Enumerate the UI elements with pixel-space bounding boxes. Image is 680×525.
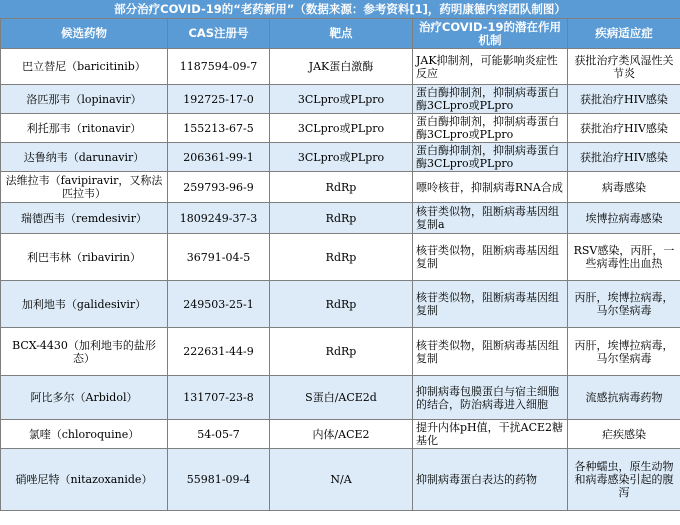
cas-cell: 36791-04-5 (168, 234, 270, 281)
disease-cell: 获批治疗类风湿性关节炎 (568, 49, 680, 85)
cas-cell: 192725-17-0 (168, 85, 270, 114)
cas-cell: 206361-99-1 (168, 143, 270, 172)
mechanism-cell: 提升内体pH值，干扰ACE2糖基化 (413, 420, 568, 449)
drug-cell: 达鲁纳韦（darunavir） (1, 143, 168, 172)
disease-cell: 获批治疗HIV感染 (568, 85, 680, 114)
target-cell: RdRp (270, 234, 413, 281)
target-cell: N/A (270, 449, 413, 511)
header-cas: CAS注册号 (168, 19, 270, 49)
disease-cell: 获批治疗HIV感染 (568, 143, 680, 172)
header-mechanism: 治疗COVID-19的潜在作用机制 (413, 19, 568, 49)
drug-cell: 利托那韦（ritonavir） (1, 114, 168, 143)
drug-cell: 阿比多尔（Arbidol） (1, 376, 168, 420)
target-cell: RdRp (270, 172, 413, 203)
target-cell: RdRp (270, 203, 413, 234)
target-cell: 3CLpro或PLpro (270, 143, 413, 172)
mechanism-cell: 核苷类似物，阻断病毒基因组复制a (413, 203, 568, 234)
drug-cell: 法维拉韦（favipiravir，又称法匹拉韦） (1, 172, 168, 203)
cas-cell: 249503-25-1 (168, 281, 270, 328)
cas-cell: 155213-67-5 (168, 114, 270, 143)
header-target: 靶点 (270, 19, 413, 49)
drug-cell: 瑞德西韦（remdesivir） (1, 203, 168, 234)
table-row (1, 376, 680, 420)
table-row (1, 203, 680, 234)
disease-cell: 病毒感染 (568, 172, 680, 203)
disease-cell: RSV感染，丙肝，一些病毒性出血热 (568, 234, 680, 281)
cas-cell: 54-05-7 (168, 420, 270, 449)
table-row (1, 172, 680, 203)
cas-cell: 131707-23-8 (168, 376, 270, 420)
target-cell: RdRp (270, 328, 413, 376)
drug-cell: 加利地韦（galidesivir） (1, 281, 168, 328)
table-row (1, 114, 680, 143)
target-cell: 3CLpro或PLpro (270, 85, 413, 114)
cas-cell: 259793-96-9 (168, 172, 270, 203)
table-row (1, 143, 680, 172)
mechanism-cell: 抑制病毒包膜蛋白与宿主细胞的结合，防治病毒进入细胞 (413, 376, 568, 420)
drug-cell: BCX-4430（加利地韦的盐形态） (1, 328, 168, 376)
drug-cell: 洛匹那韦（lopinavir） (1, 85, 168, 114)
mechanism-cell: JAK抑制剂，可能影响炎症性反应 (413, 49, 568, 85)
cas-cell: 1187594-09-7 (168, 49, 270, 85)
disease-cell: 丙肝，埃博拉病毒，马尔堡病毒 (568, 328, 680, 376)
disease-cell: 各种蠕虫，原生动物和病毒感染引起的腹泻 (568, 449, 680, 511)
cas-cell: 1809249-37-3 (168, 203, 270, 234)
disease-cell: 流感抗病毒药物 (568, 376, 680, 420)
drug-cell: 巴立替尼（baricitinib） (1, 49, 168, 85)
table-row (1, 449, 680, 511)
cas-cell: 55981-09-4 (168, 449, 270, 511)
drug-cell: 利巴韦林（ribavirin） (1, 234, 168, 281)
mechanism-cell: 蛋白酶抑制剂，抑制病毒蛋白酶3CLpro或PLpro (413, 114, 568, 143)
mechanism-cell: 核苷类似物，阻断病毒基因组复制 (413, 281, 568, 328)
table-row (1, 85, 680, 114)
table-row (1, 234, 680, 281)
drug-cell: 硝唑尼特（nitazoxanide） (1, 449, 168, 511)
table-row (1, 281, 680, 328)
disease-cell: 获批治疗HIV感染 (568, 114, 680, 143)
table-row (1, 49, 680, 85)
disease-cell: 丙肝，埃博拉病毒，马尔堡病毒 (568, 281, 680, 328)
drug-cell: 氯喹（chloroquine） (1, 420, 168, 449)
target-cell: S蛋白/ACE2d (270, 376, 413, 420)
target-cell: 内体/ACE2 (270, 420, 413, 449)
drug-table (0, 18, 680, 511)
target-cell: 3CLpro或PLpro (270, 114, 413, 143)
header-disease: 疾病适应症 (568, 19, 680, 49)
mechanism-cell: 核苷类似物，阻断病毒基因组复制 (413, 328, 568, 376)
disease-cell: 疟疾感染 (568, 420, 680, 449)
header-drug: 候选药物 (1, 19, 168, 49)
header-row (1, 19, 680, 49)
target-cell: JAK蛋白激酶 (270, 49, 413, 85)
mechanism-cell: 核苷类似物，阻断病毒基因组复制 (413, 234, 568, 281)
figure-title: 部分治疗COVID-19的“老药新用”（数据来源：参考资料[1]，药明康德内容团队制图） (0, 0, 680, 18)
disease-cell: 埃博拉病毒感染 (568, 203, 680, 234)
target-cell: RdRp (270, 281, 413, 328)
mechanism-cell: 蛋白酶抑制剂，抑制病毒蛋白酶3CLpro或PLpro (413, 85, 568, 114)
table-row (1, 420, 680, 449)
mechanism-cell: 抑制病毒蛋白表达的药物 (413, 449, 568, 511)
mechanism-cell: 蛋白酶抑制剂，抑制病毒蛋白酶3CLpro或PLpro (413, 143, 568, 172)
table-row (1, 328, 680, 376)
cas-cell: 222631-44-9 (168, 328, 270, 376)
mechanism-cell: 嘌呤核苷，抑制病毒RNA合成 (413, 172, 568, 203)
